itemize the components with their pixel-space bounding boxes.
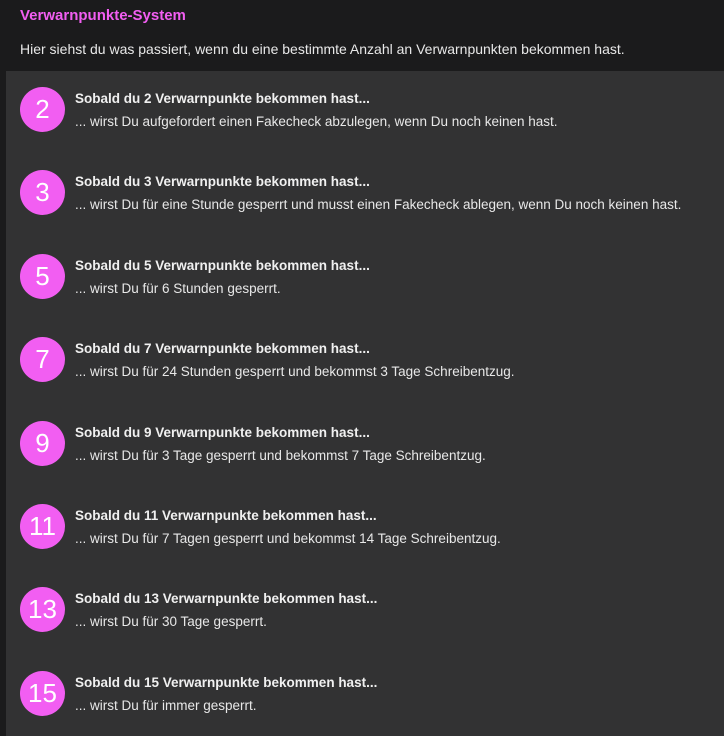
entry-heading: Sobald du 2 Verwarnpunkte bekommen hast... [75, 91, 370, 106]
entry-description: ... wirst Du für 6 Stunden gesperrt. [75, 281, 281, 296]
points-badge: 3 [20, 170, 65, 215]
points-badge: 5 [20, 254, 65, 299]
entry-description: ... wirst Du für immer gesperrt. [75, 698, 257, 713]
points-badge: 15 [20, 671, 65, 716]
list-item [6, 571, 724, 631]
entry-heading: Sobald du 13 Verwarnpunkte bekommen hast... [75, 591, 378, 606]
list-item [6, 238, 724, 298]
warning-points-panel [6, 71, 724, 736]
page-header [0, 0, 724, 71]
list-item [6, 154, 724, 214]
page-subtitle: Hier siehst du was passiert, wenn du eine bestimmte Anzahl an Verwarnpunkten bekommen hast. [20, 41, 625, 57]
entry-description: ... wirst Du aufgefordert einen Fakecheck abzulegen, wenn Du noch keinen hast. [75, 114, 558, 129]
points-badge: 2 [20, 87, 65, 132]
entry-description: ... wirst Du für 30 Tage gesperrt. [75, 614, 267, 629]
list-item [6, 488, 724, 548]
list-item [6, 405, 724, 465]
entry-heading: Sobald du 15 Verwarnpunkte bekommen hast... [75, 675, 378, 690]
points-badge: 13 [20, 587, 65, 632]
points-badge: 9 [20, 421, 65, 466]
entry-description: ... wirst Du für 3 Tage gesperrt und bekommst 7 Tage Schreibentzug. [75, 448, 486, 463]
entry-description: ... wirst Du für 24 Stunden gesperrt und bekommst 3 Tage Schreibentzug. [75, 364, 515, 379]
entry-heading: Sobald du 7 Verwarnpunkte bekommen hast... [75, 341, 370, 356]
entry-description: ... wirst Du für 7 Tagen gesperrt und bekommst 14 Tage Schreibentzug. [75, 531, 501, 546]
page-title: Verwarnpunkte-System [20, 7, 186, 24]
entry-description: ... wirst Du für eine Stunde gesperrt und musst einen Fakecheck ablegen, wenn Du noch keinen hast. [75, 197, 682, 212]
entry-heading: Sobald du 11 Verwarnpunkte bekommen hast... [75, 508, 377, 523]
entry-heading: Sobald du 5 Verwarnpunkte bekommen hast... [75, 258, 370, 273]
points-badge: 11 [20, 504, 65, 549]
entry-heading: Sobald du 3 Verwarnpunkte bekommen hast... [75, 174, 370, 189]
list-item [6, 321, 724, 381]
points-badge: 7 [20, 337, 65, 382]
list-item [6, 655, 724, 715]
list-item [6, 71, 724, 131]
entry-heading: Sobald du 9 Verwarnpunkte bekommen hast... [75, 425, 370, 440]
